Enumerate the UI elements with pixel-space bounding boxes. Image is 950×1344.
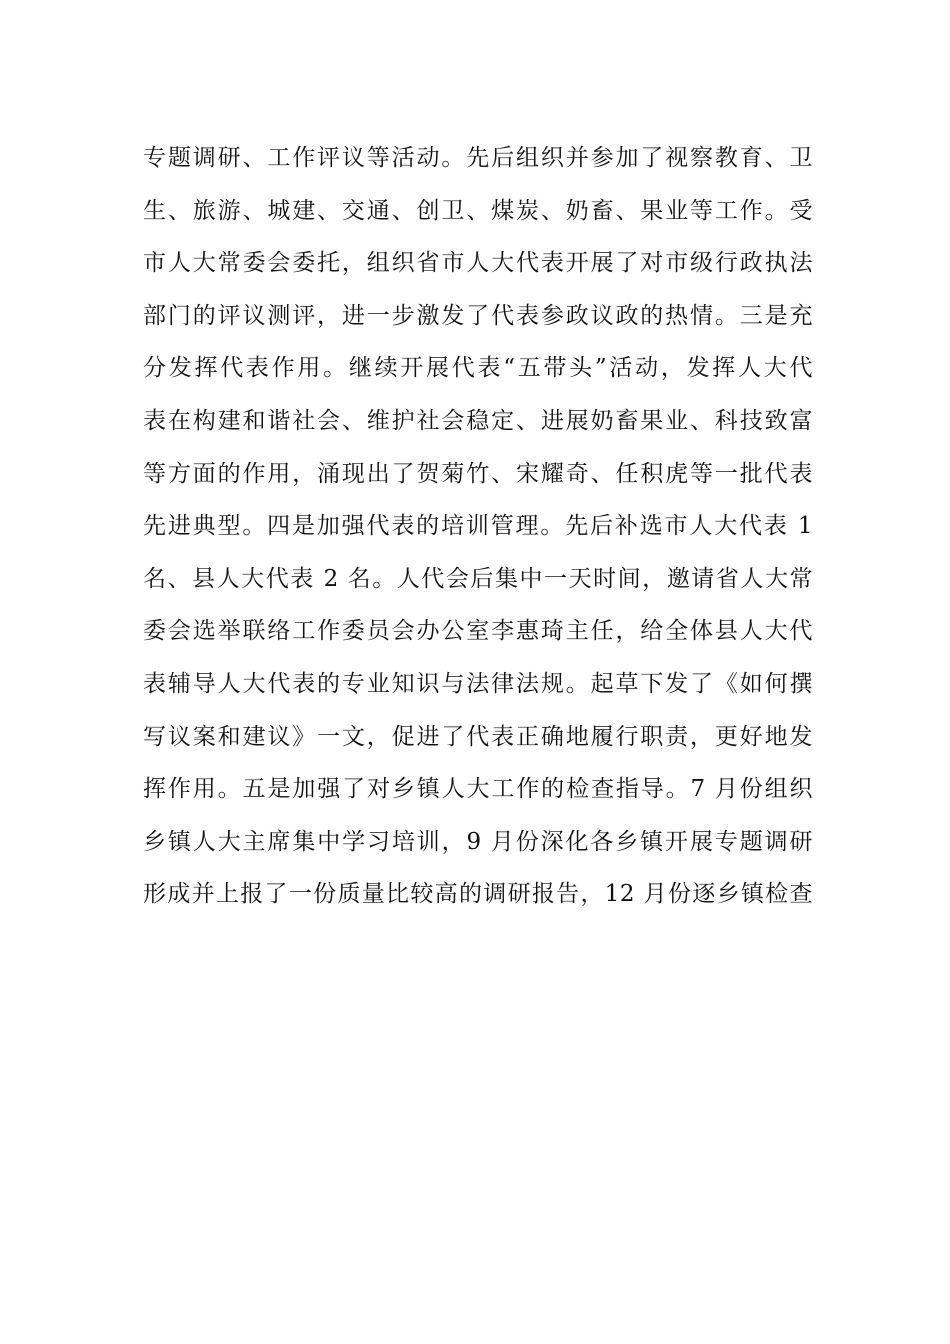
text-line: 分发挥代表作用。继续开展代表“五带头”活动，发挥人大代 [143,355,813,382]
text-line: 表辅导人大代表的专业知识与法律法规。起草下发了《如何撰 [143,670,813,697]
text-line: 生、旅游、城建、交通、创卫、煤炭、奶畜、果业等工作。受 [143,197,813,224]
text-line: 等方面的作用，涌现出了贺菊竹、宋耀奇、任积虎等一批代表 [143,460,813,487]
text-line: 委会选举联络工作委员会办公室李惠琦主任，给全体县人大代 [143,618,813,645]
text-line: 写议案和建议》一文，促进了代表正确地履行职责，更好地发 [143,723,813,750]
text-line: 部门的评议测评，进一步激发了代表参政议政的热情。三是充 [143,302,813,329]
text-line: 名、县人大代表 2 名。人代会后集中一天时间，邀请省人大常 [143,565,813,592]
text-line: 乡镇人大主席集中学习培训，9 月份深化各乡镇开展专题调研 [143,828,813,855]
text-line: 先进典型。四是加强代表的培训管理。先后补选市人大代表 1 [143,513,813,540]
body-text [143,132,813,921]
text-line: 表在构建和谐社会、维护社会稳定、进展奶畜果业、科技致富 [143,407,813,434]
text-line: 形成并上报了一份质量比较高的调研报告，12 月份逐乡镇检查 [143,881,813,908]
text-line: 专题调研、工作评议等活动。先后组织并参加了视察教育、卫 [143,145,813,171]
text-line: 挥作用。五是加强了对乡镇人大工作的检查指导。7 月份组织 [143,776,813,803]
text-line: 市人大常委会委托，组织省市人大代表开展了对市级行政执法 [143,250,813,277]
